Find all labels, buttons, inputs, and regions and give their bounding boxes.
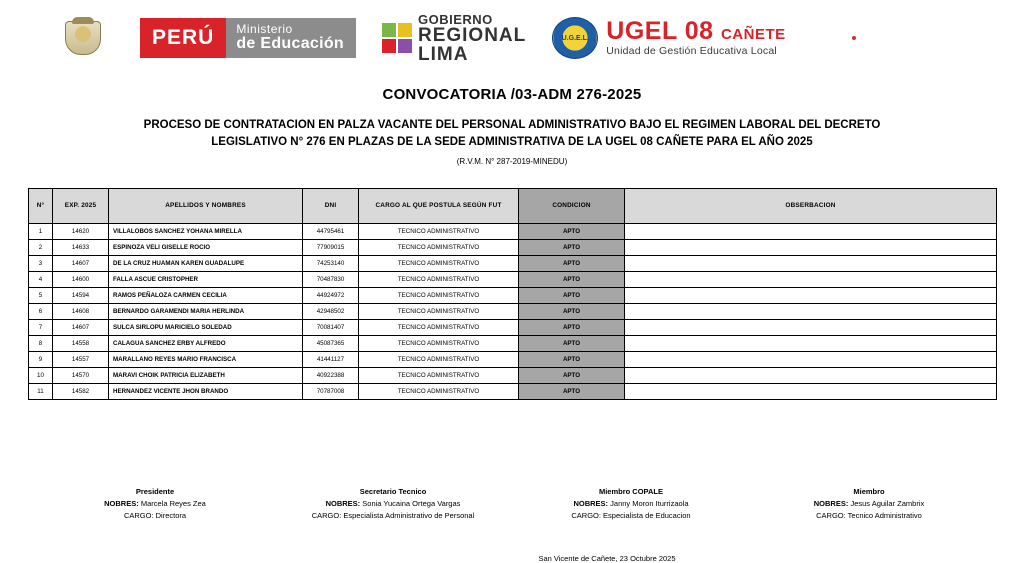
table-row <box>29 303 997 319</box>
cell-condicion: APTO <box>519 271 625 287</box>
cell-nombre: SULCA SIRLOPU MARICIELO SOLEDAD <box>109 319 303 335</box>
cell-numero: 5 <box>29 287 53 303</box>
signature-name-line <box>274 498 512 510</box>
signature-name-label: NOBRES: <box>813 498 849 508</box>
cell-nombre: RAMOS PEÑALOZA CARMEN CECILIA <box>109 287 303 303</box>
cell-nombre: HERNANDEZ VICENTE JHON BRANDO <box>109 383 303 399</box>
cell-condicion: APTO <box>519 367 625 383</box>
cell-dni: 40922388 <box>303 367 359 383</box>
cell-condicion: APTO <box>519 383 625 399</box>
cell-nombre: VILLALOBOS SANCHEZ YOHANA MIRELLA <box>109 223 303 239</box>
cell-expediente: 14608 <box>53 303 109 319</box>
grl-line2: REGIONAL <box>417 24 527 46</box>
cell-expediente: 14620 <box>53 223 109 239</box>
cell-dni: 45087365 <box>303 335 359 351</box>
cell-numero: 10 <box>29 367 53 383</box>
cell-cargo: TECNICO ADMINISTRATIVO <box>359 319 519 335</box>
signature-name-line <box>750 498 988 510</box>
cell-cargo: TECNICO ADMINISTRATIVO <box>359 223 519 239</box>
th-condicion: CONDICION <box>519 188 625 223</box>
cell-expediente: 14607 <box>53 255 109 271</box>
cell-dni: 44924972 <box>303 287 359 303</box>
cell-dni: 41441127 <box>303 351 359 367</box>
cell-observacion <box>625 271 997 287</box>
cell-cargo: TECNICO ADMINISTRATIVO <box>359 383 519 399</box>
signature-block <box>36 486 274 522</box>
ugel-subtitle: Unidad de Gestión Educativa Local <box>606 45 777 57</box>
signature-block <box>750 486 988 522</box>
place-and-date: San Vicente de Cañete, 23 Octubre 2025 <box>538 553 676 563</box>
cell-numero: 8 <box>29 335 53 351</box>
cell-nombre: MARALLANO REYES MARIO FRANCISCA <box>109 351 303 367</box>
cell-expediente: 14600 <box>53 271 109 287</box>
table-row <box>29 335 997 351</box>
signature-name: Marcela Reyes Zea <box>140 498 206 508</box>
th-numero: N° <box>29 188 53 223</box>
cell-cargo: TECNICO ADMINISTRATIVO <box>359 239 519 255</box>
table-row <box>29 255 997 271</box>
cell-numero: 2 <box>29 239 53 255</box>
page-title: CONVOCATORIA /03-ADM 276-2025 <box>382 86 642 103</box>
cell-observacion <box>625 223 997 239</box>
signature-block <box>274 486 512 522</box>
signature-name: Sonia Yucaina Ortega Vargas <box>362 498 461 508</box>
document-header <box>0 0 1024 68</box>
cell-condicion: APTO <box>519 239 625 255</box>
cell-dni: 74253140 <box>303 255 359 271</box>
cell-cargo: TECNICO ADMINISTRATIVO <box>359 271 519 287</box>
cell-nombre: FALLA ASCUE CRISTOPHER <box>109 271 303 287</box>
ugel-logo <box>552 16 785 60</box>
cell-numero: 1 <box>29 223 53 239</box>
cell-observacion <box>625 319 997 335</box>
gobierno-regional-lima-logo <box>382 11 527 65</box>
cell-cargo: TECNICO ADMINISTRATIVO <box>359 287 519 303</box>
signature-cargo: CARGO: Directora <box>123 510 187 520</box>
signature-role: Presidente <box>135 486 175 496</box>
minedu-line2: de Educación <box>236 34 344 52</box>
cell-numero: 11 <box>29 383 53 399</box>
cell-nombre: BERNARDO GARAMENDI MARIA HERLINDA <box>109 303 303 319</box>
signature-name: Janny Moron Iturrizaola <box>610 498 689 508</box>
cell-dni: 70787008 <box>303 383 359 399</box>
cell-cargo: TECNICO ADMINISTRATIVO <box>359 351 519 367</box>
grl-line1: GOBIERNO <box>417 11 493 27</box>
th-dni: DNI <box>303 188 359 223</box>
th-cargo: CARGO AL QUE POSTULA SEGÚN FUT <box>359 188 519 223</box>
table-row <box>29 223 997 239</box>
ugel-seal-icon: U.G.E.L. <box>552 17 598 59</box>
table-row <box>29 319 997 335</box>
cell-cargo: TECNICO ADMINISTRATIVO <box>359 367 519 383</box>
cell-nombre: ESPINOZA VELI GISELLE ROCIO <box>109 239 303 255</box>
cell-numero: 3 <box>29 255 53 271</box>
grl-line3: LIMA <box>417 43 469 65</box>
minedu-peru-label: PERÚ <box>140 18 226 58</box>
signature-name-line <box>512 498 750 510</box>
page-subtitle-line2: LEGISLATIVO N° 276 EN PLAZAS DE LA SEDE ADMINISTRATIVA DE LA UGEL 08 CAÑETE PARA EL AÑO 2025 <box>211 136 813 149</box>
ugel-name: UGEL 08 <box>606 17 714 45</box>
signature-cargo: CARGO: Especialista de Educacion <box>571 510 691 520</box>
signature-role: Secretario Tecnico <box>359 486 427 496</box>
signature-cargo: CARGO: Especialista Administrativo de Personal <box>311 510 475 520</box>
cell-numero: 4 <box>29 271 53 287</box>
cell-observacion <box>625 239 997 255</box>
cell-condicion: APTO <box>519 335 625 351</box>
cell-observacion <box>625 351 997 367</box>
cell-observacion <box>625 335 997 351</box>
applicants-table-container <box>28 188 996 400</box>
cell-expediente: 14570 <box>53 367 109 383</box>
cell-condicion: APTO <box>519 319 625 335</box>
signature-name-label: NOBRES: <box>325 498 361 508</box>
rvm-reference: (R.V.M. N° 287-2019-MINEDU) <box>456 156 568 166</box>
applicants-table <box>28 188 997 400</box>
cell-dni: 70487830 <box>303 271 359 287</box>
cell-observacion <box>625 255 997 271</box>
cell-expediente: 14594 <box>53 287 109 303</box>
th-observacion: OBSERBACION <box>625 188 997 223</box>
cell-expediente: 14633 <box>53 239 109 255</box>
signature-name-label: NOBRES: <box>104 498 139 508</box>
signature-role: Miembro <box>853 486 885 496</box>
table-row <box>29 351 997 367</box>
page-subtitle-line1: PROCESO DE CONTRATACION EN PALZA VACANTE DEL PERSONAL ADMINISTRATIVO BAJO EL REGIMEN LABORAL DEL DECRETO <box>143 119 881 131</box>
cell-expediente: 14557 <box>53 351 109 367</box>
cell-condicion: APTO <box>519 255 625 271</box>
cell-observacion <box>625 303 997 319</box>
th-expediente: EXP. 2025 <box>53 188 109 223</box>
cell-observacion <box>625 367 997 383</box>
th-apellidos-nombres: APELLIDOS Y NOMBRES <box>109 188 303 223</box>
cell-dni: 70081407 <box>303 319 359 335</box>
cell-expediente: 14582 <box>53 383 109 399</box>
ugel-name-small: CAÑETE <box>720 26 786 43</box>
cell-cargo: TECNICO ADMINISTRATIVO <box>359 335 519 351</box>
cell-numero: 6 <box>29 303 53 319</box>
signature-block <box>512 486 750 522</box>
table-row <box>29 271 997 287</box>
signature-blocks <box>36 486 988 522</box>
cell-cargo: TECNICO ADMINISTRATIVO <box>359 255 519 271</box>
cell-expediente: 14558 <box>53 335 109 351</box>
cell-cargo: TECNICO ADMINISTRATIVO <box>359 303 519 319</box>
minedu-line1: Ministerio <box>236 22 293 37</box>
signature-cargo: CARGO: Tecnico Administrativo <box>816 510 922 520</box>
cell-expediente: 14607 <box>53 319 109 335</box>
cell-condicion: APTO <box>519 351 625 367</box>
table-row <box>29 383 997 399</box>
cell-dni: 44795461 <box>303 223 359 239</box>
cell-nombre: MARAVI CHOIK PATRICIA ELIZABETH <box>109 367 303 383</box>
signature-name-line <box>36 498 274 510</box>
cell-condicion: APTO <box>519 287 625 303</box>
cell-observacion <box>625 383 997 399</box>
signature-name-label: NOBRES: <box>573 498 609 508</box>
cell-observacion <box>625 287 997 303</box>
cell-dni: 77909015 <box>303 239 359 255</box>
peru-coat-of-arms-icon <box>52 18 114 58</box>
minedu-logo <box>140 18 356 58</box>
cell-dni: 42948502 <box>303 303 359 319</box>
cell-numero: 7 <box>29 319 53 335</box>
table-row <box>29 287 997 303</box>
table-header-row <box>29 188 997 223</box>
red-dot-marker <box>852 36 856 40</box>
page-subtitle <box>0 117 1024 152</box>
signature-role: Miembro COPALE <box>598 486 664 496</box>
cell-condicion: APTO <box>519 303 625 319</box>
cell-nombre: CALAGUA SANCHEZ ERBY ALFREDO <box>109 335 303 351</box>
table-row <box>29 367 997 383</box>
four-squares-icon <box>382 23 412 53</box>
signature-name: Jesus Aguilar Zambrix <box>850 498 925 508</box>
cell-nombre: DE LA CRUZ HUAMAN KAREN GUADALUPE <box>109 255 303 271</box>
cell-condicion: APTO <box>519 223 625 239</box>
table-row <box>29 239 997 255</box>
cell-numero: 9 <box>29 351 53 367</box>
